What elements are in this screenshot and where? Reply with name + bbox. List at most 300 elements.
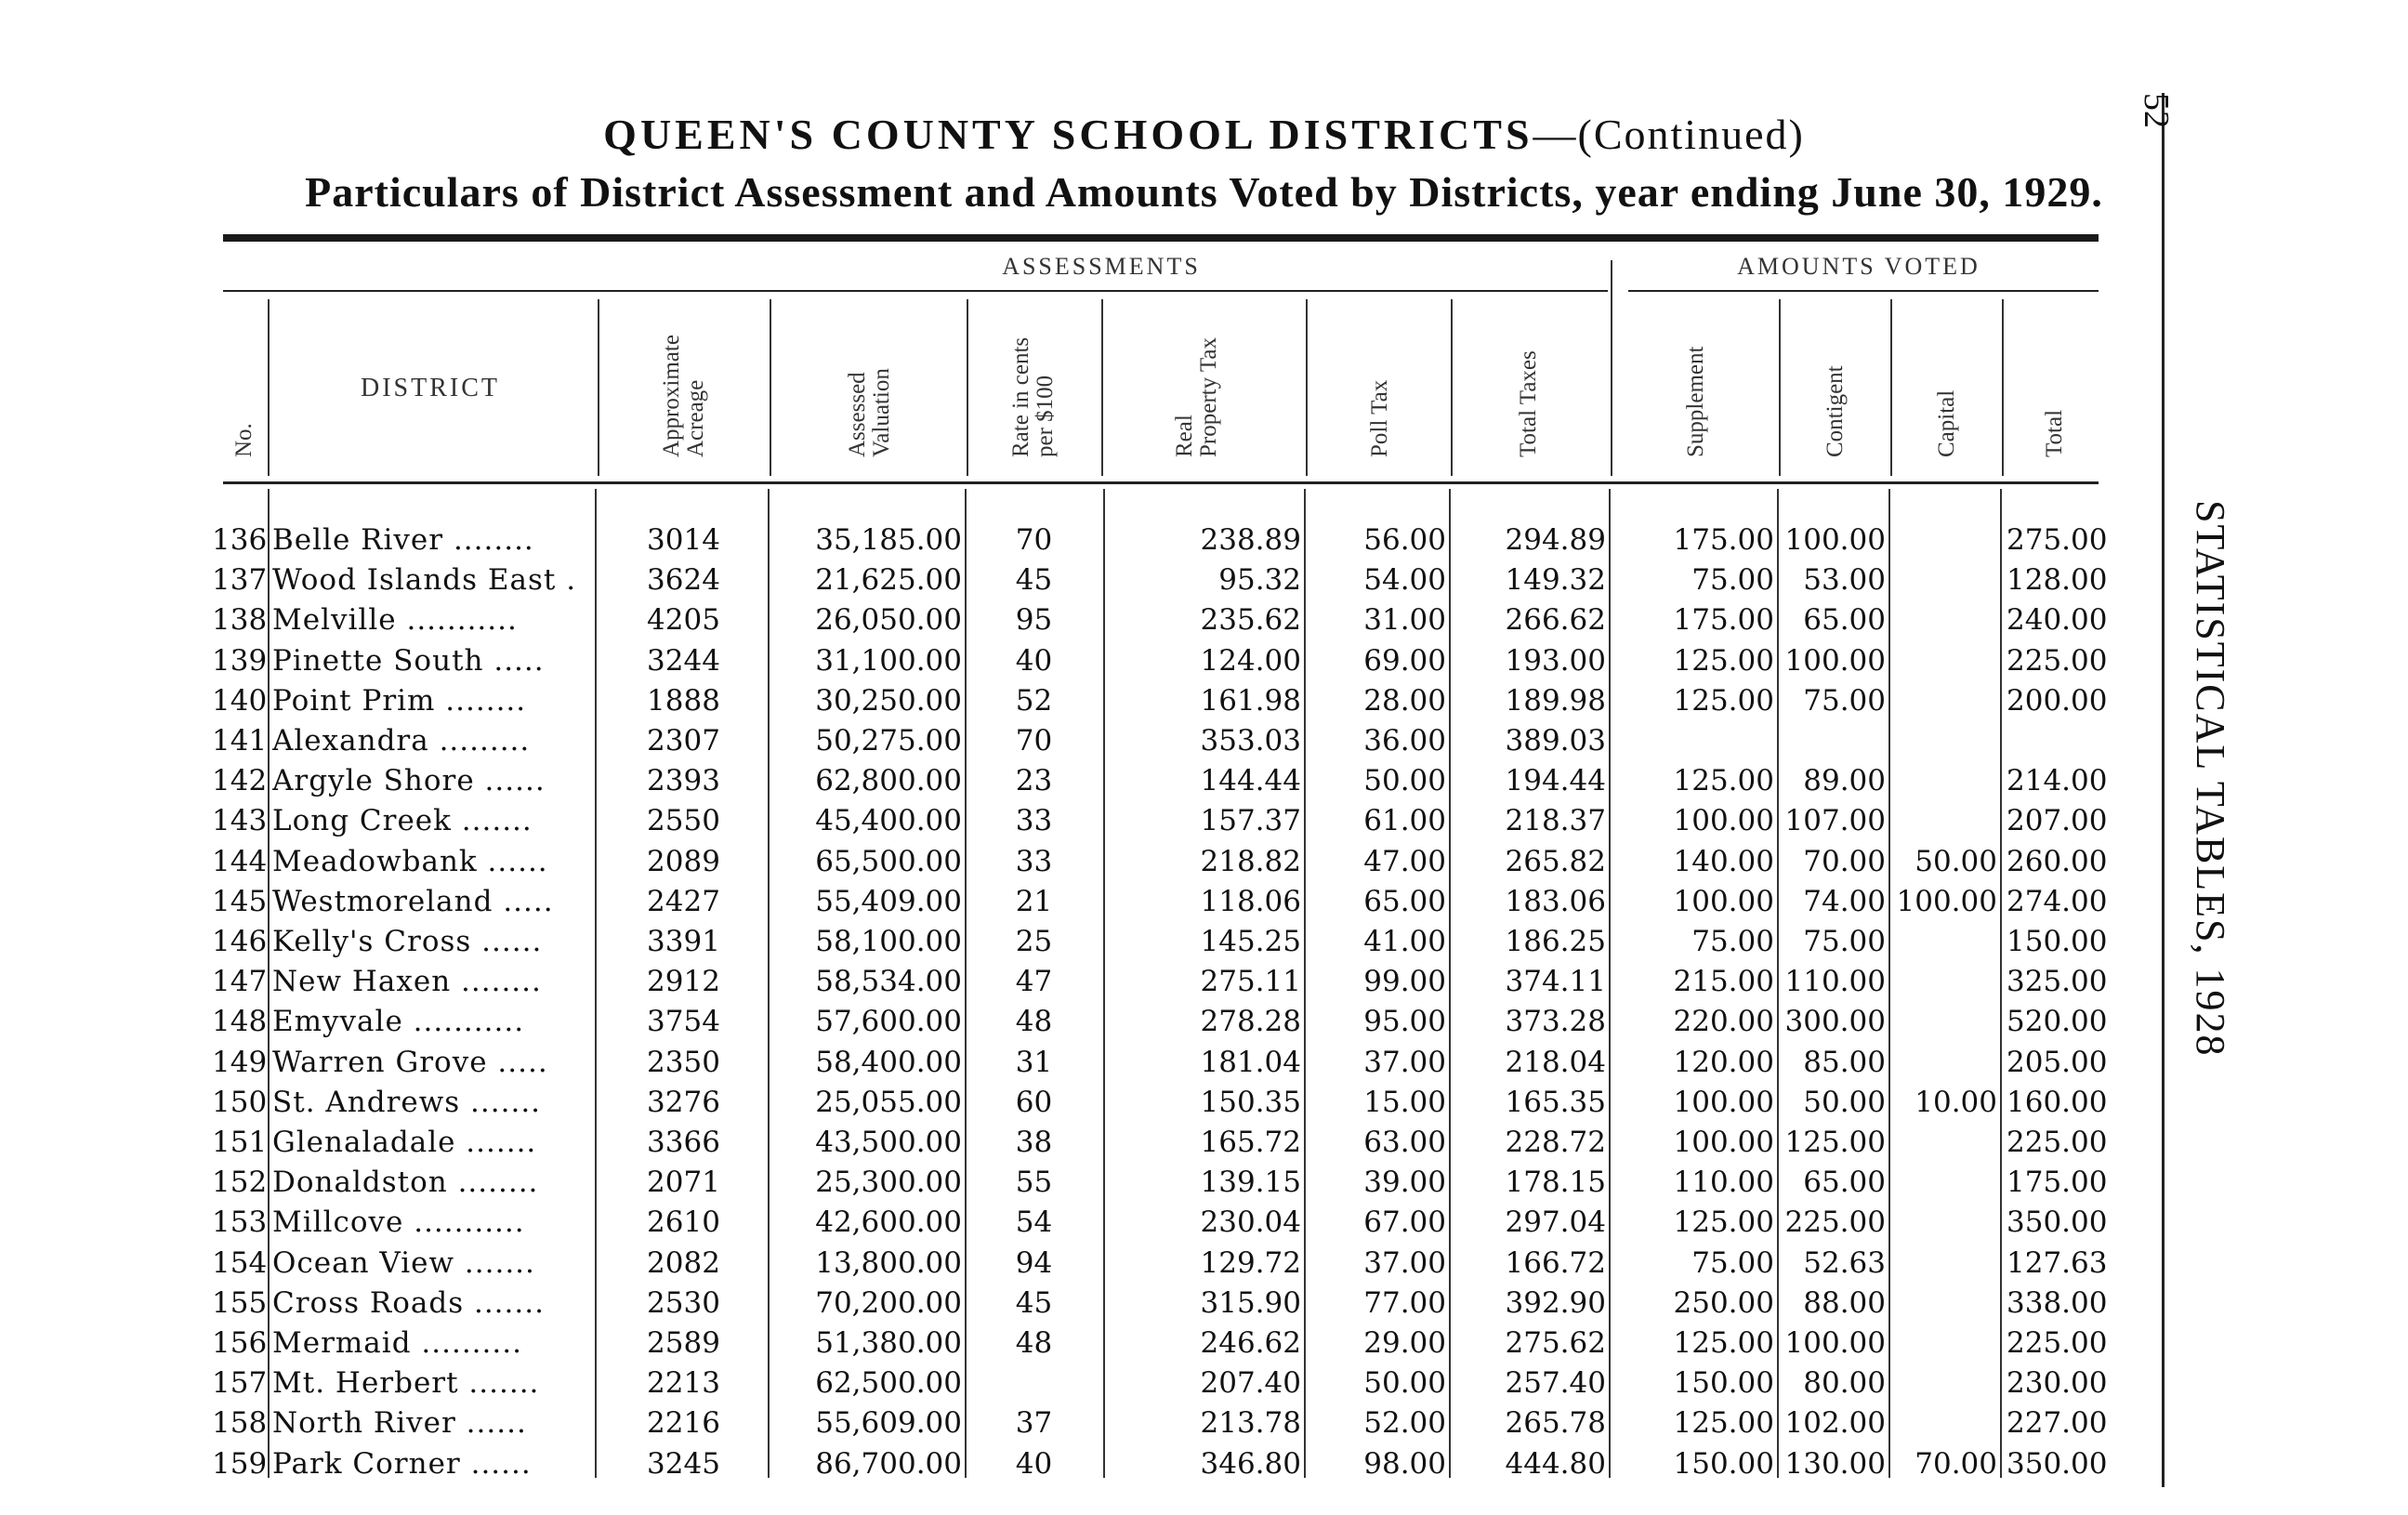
cell-valuation: 55,409.00 xyxy=(815,884,962,918)
cell-total-taxes: 373.28 xyxy=(1505,1005,1606,1039)
title-suffix: —(Continued) xyxy=(1533,111,1805,158)
col-divider xyxy=(770,299,771,476)
amounts-voted-group-header: AMOUNTS VOTED xyxy=(1737,253,1980,280)
cell-real-tax: 246.62 xyxy=(1200,1326,1301,1360)
cell-valuation: 86,700.00 xyxy=(815,1446,962,1481)
table-row xyxy=(0,1163,2408,1203)
cell-real-tax: 129.72 xyxy=(1200,1245,1301,1280)
cell-acreage: 2393 xyxy=(647,764,720,798)
table-row xyxy=(0,1324,2408,1364)
cell-acreage: 2912 xyxy=(647,965,720,999)
cell-acreage: 3366 xyxy=(647,1126,720,1159)
cell-contigent: 74.00 xyxy=(1803,884,1886,918)
cell-total: 200.00 xyxy=(2007,683,2108,718)
cell-acreage: 2589 xyxy=(647,1326,720,1360)
cell-contigent: 65.00 xyxy=(1803,603,1886,638)
col-header-valuation: Assessed Valuation xyxy=(845,368,894,457)
cell-total: 520.00 xyxy=(2007,1005,2108,1039)
cell-real-tax: 235.62 xyxy=(1200,603,1301,638)
cell-supplement: 125.00 xyxy=(1673,1406,1774,1441)
table-row xyxy=(0,842,2408,882)
cell-total: 350.00 xyxy=(2007,1205,2108,1240)
cell-supplement: 215.00 xyxy=(1673,965,1774,999)
cell-district: Cross Roads ....... xyxy=(272,1285,545,1320)
cell-real-tax: 213.78 xyxy=(1200,1406,1301,1441)
cell-no: 154 xyxy=(212,1245,268,1280)
assessments-group-header: ASSESSMENTS xyxy=(1002,253,1201,280)
cell-contigent: 89.00 xyxy=(1803,764,1886,798)
cell-district: St. Andrews ....... xyxy=(272,1085,542,1119)
cell-total-taxes: 183.06 xyxy=(1505,884,1606,918)
cell-total: 160.00 xyxy=(2007,1085,2108,1119)
cell-supplement: 100.00 xyxy=(1673,884,1774,918)
cell-district: Westmoreland ..... xyxy=(272,884,554,918)
cell-valuation: 21,625.00 xyxy=(815,563,962,598)
page-title xyxy=(0,110,2408,159)
cell-no: 153 xyxy=(212,1205,268,1240)
cell-real-tax: 145.25 xyxy=(1200,925,1301,958)
cell-real-tax: 238.89 xyxy=(1200,523,1301,557)
cell-acreage: 3624 xyxy=(647,563,720,598)
cell-rate: 47 xyxy=(1015,965,1053,999)
cell-contigent: 52.63 xyxy=(1803,1245,1886,1280)
table-row xyxy=(0,801,2408,841)
cell-contigent: 300.00 xyxy=(1784,1005,1886,1039)
col-divider xyxy=(1101,299,1103,476)
cell-contigent: 100.00 xyxy=(1784,1326,1886,1360)
cell-acreage: 3754 xyxy=(647,1005,720,1039)
cell-poll-tax: 56.00 xyxy=(1363,523,1446,557)
cell-valuation: 65,500.00 xyxy=(815,844,962,878)
cell-poll-tax: 28.00 xyxy=(1363,683,1446,718)
cell-acreage: 2071 xyxy=(647,1166,720,1200)
cell-no: 144 xyxy=(212,844,268,878)
cell-total: 205.00 xyxy=(2007,1045,2108,1079)
cell-acreage: 2427 xyxy=(647,884,720,918)
header-bottom-rule xyxy=(223,481,2099,484)
cell-total-taxes: 266.62 xyxy=(1505,603,1606,638)
table-row xyxy=(0,721,2408,761)
cell-rate: 94 xyxy=(1015,1245,1053,1280)
cell-district: North River ...... xyxy=(272,1406,527,1441)
table-row xyxy=(0,1002,2408,1042)
cell-contigent: 130.00 xyxy=(1784,1446,1886,1481)
cell-rate: 25 xyxy=(1015,925,1053,958)
cell-valuation: 26,050.00 xyxy=(815,603,962,638)
cell-contigent: 65.00 xyxy=(1803,1166,1886,1200)
cell-total-taxes: 218.37 xyxy=(1505,804,1606,838)
col-header-no: No. xyxy=(231,423,257,457)
cell-real-tax: 353.03 xyxy=(1200,724,1301,758)
cell-total: 128.00 xyxy=(2007,563,2108,598)
cell-total: 240.00 xyxy=(2007,603,2108,638)
cell-district: Melville ........... xyxy=(272,603,518,638)
cell-contigent: 110.00 xyxy=(1784,965,1886,999)
cell-no: 145 xyxy=(212,884,268,918)
cell-district: Mt. Herbert ....... xyxy=(272,1366,540,1401)
col-header-district: DISTRICT xyxy=(361,374,500,402)
cell-district: Mermaid .......... xyxy=(272,1326,522,1360)
cell-poll-tax: 65.00 xyxy=(1363,884,1446,918)
cell-capital: 100.00 xyxy=(1896,884,1997,918)
cell-valuation: 55,609.00 xyxy=(815,1406,962,1441)
cell-total: 275.00 xyxy=(2007,523,2108,557)
cell-contigent: 85.00 xyxy=(1803,1045,1886,1079)
cell-acreage: 2610 xyxy=(647,1205,720,1240)
cell-poll-tax: 36.00 xyxy=(1363,724,1446,758)
cell-contigent: 75.00 xyxy=(1803,925,1886,958)
cell-valuation: 62,800.00 xyxy=(815,764,962,798)
cell-district: Meadowbank ...... xyxy=(272,844,548,878)
assessments-group-rule xyxy=(223,290,1608,292)
col-header-total-taxes: Total Taxes xyxy=(1516,350,1541,457)
cell-no: 157 xyxy=(212,1366,268,1401)
cell-real-tax: 139.15 xyxy=(1200,1166,1301,1200)
cell-valuation: 51,380.00 xyxy=(815,1326,962,1360)
cell-contigent: 125.00 xyxy=(1784,1126,1886,1159)
cell-supplement: 150.00 xyxy=(1673,1446,1774,1481)
cell-district: Argyle Shore ...... xyxy=(272,764,546,798)
cell-valuation: 25,055.00 xyxy=(815,1085,962,1119)
cell-contigent: 50.00 xyxy=(1803,1085,1886,1119)
cell-acreage: 4205 xyxy=(647,603,720,638)
table-row xyxy=(0,641,2408,681)
cell-valuation: 35,185.00 xyxy=(815,523,962,557)
cell-supplement: 120.00 xyxy=(1673,1045,1774,1079)
cell-capital: 50.00 xyxy=(1915,844,1997,878)
cell-real-tax: 144.44 xyxy=(1200,764,1301,798)
cell-poll-tax: 98.00 xyxy=(1363,1446,1446,1481)
col-header-acreage: Approximate Acreage xyxy=(659,335,708,457)
cell-district: Long Creek ....... xyxy=(272,804,533,838)
cell-district: Wood Islands East . xyxy=(272,563,577,598)
cell-poll-tax: 31.00 xyxy=(1363,603,1446,638)
cell-contigent: 107.00 xyxy=(1784,804,1886,838)
col-divider xyxy=(1451,299,1453,476)
cell-district: Warren Grove ..... xyxy=(272,1045,548,1079)
table-row xyxy=(0,1364,2408,1403)
page-subtitle: Particulars of District Assessment and Amounts Voted by Districts, year ending June 30, 1929. xyxy=(305,168,2103,216)
cell-total-taxes: 265.82 xyxy=(1505,844,1606,878)
cell-valuation: 25,300.00 xyxy=(815,1166,962,1200)
col-header-real-tax: Real Property Tax xyxy=(1172,336,1221,457)
cell-total-taxes: 178.15 xyxy=(1505,1166,1606,1200)
margin-rule xyxy=(2162,93,2165,1487)
cell-district: Donaldston ........ xyxy=(272,1166,539,1200)
cell-rate: 33 xyxy=(1015,804,1053,838)
cell-total-taxes: 297.04 xyxy=(1505,1205,1606,1240)
running-title: STATISTICAL TABLES, 1928 xyxy=(2188,500,2233,1058)
cell-no: 149 xyxy=(212,1045,268,1079)
cell-supplement: 175.00 xyxy=(1673,603,1774,638)
cell-poll-tax: 99.00 xyxy=(1363,965,1446,999)
cell-real-tax: 150.35 xyxy=(1200,1085,1301,1119)
cell-valuation: 58,534.00 xyxy=(815,965,962,999)
cell-rate: 60 xyxy=(1015,1085,1053,1119)
cell-acreage: 1888 xyxy=(647,683,720,718)
cell-no: 137 xyxy=(212,563,268,598)
cell-valuation: 62,500.00 xyxy=(815,1366,962,1401)
col-header-total: Total xyxy=(2042,409,2067,457)
cell-valuation: 13,800.00 xyxy=(815,1245,962,1280)
cell-rate: 70 xyxy=(1015,724,1053,758)
cell-contigent: 70.00 xyxy=(1803,844,1886,878)
cell-acreage: 2082 xyxy=(647,1245,720,1280)
cell-valuation: 57,600.00 xyxy=(815,1005,962,1039)
table-row xyxy=(0,600,2408,640)
cell-total: 127.63 xyxy=(2007,1245,2108,1280)
cell-total-taxes: 189.98 xyxy=(1505,683,1606,718)
cell-contigent: 100.00 xyxy=(1784,643,1886,678)
cell-real-tax: 346.80 xyxy=(1200,1446,1301,1481)
cell-supplement: 125.00 xyxy=(1673,643,1774,678)
cell-acreage: 3391 xyxy=(647,925,720,958)
cell-supplement: 75.00 xyxy=(1691,1245,1774,1280)
cell-supplement: 100.00 xyxy=(1673,1085,1774,1119)
table-row xyxy=(0,1043,2408,1083)
col-divider xyxy=(268,299,270,476)
cell-supplement: 75.00 xyxy=(1691,563,1774,598)
cell-district: New Haxen ........ xyxy=(272,965,542,999)
cell-district: Point Prim ........ xyxy=(272,683,527,718)
cell-poll-tax: 37.00 xyxy=(1363,1045,1446,1079)
cell-total-taxes: 218.04 xyxy=(1505,1045,1606,1079)
cell-real-tax: 278.28 xyxy=(1200,1005,1301,1039)
cell-acreage: 2089 xyxy=(647,844,720,878)
cell-poll-tax: 54.00 xyxy=(1363,563,1446,598)
cell-real-tax: 124.00 xyxy=(1200,643,1301,678)
cell-total-taxes: 265.78 xyxy=(1505,1406,1606,1441)
cell-poll-tax: 67.00 xyxy=(1363,1205,1446,1240)
cell-rate: 21 xyxy=(1015,884,1053,918)
cell-rate: 48 xyxy=(1015,1005,1053,1039)
cell-rate: 95 xyxy=(1015,603,1053,638)
cell-rate: 40 xyxy=(1015,1446,1053,1481)
cell-rate: 45 xyxy=(1015,1285,1053,1320)
cell-valuation: 58,100.00 xyxy=(815,925,962,958)
cell-total: 214.00 xyxy=(2007,764,2108,798)
cell-no: 151 xyxy=(212,1126,268,1159)
table-row xyxy=(0,1203,2408,1243)
amounts-group-rule xyxy=(1628,290,2099,292)
col-divider xyxy=(598,299,599,476)
cell-supplement: 220.00 xyxy=(1673,1005,1774,1039)
cell-real-tax: 207.40 xyxy=(1200,1366,1301,1401)
table-row xyxy=(0,1244,2408,1284)
cell-district: Park Corner ...... xyxy=(272,1446,532,1481)
cell-no: 142 xyxy=(212,764,268,798)
cell-acreage: 2216 xyxy=(647,1406,720,1441)
cell-rate: 38 xyxy=(1015,1126,1053,1159)
cell-rate: 54 xyxy=(1015,1205,1053,1240)
cell-valuation: 30,250.00 xyxy=(815,683,962,718)
table-row xyxy=(0,882,2408,922)
cell-total: 227.00 xyxy=(2007,1406,2108,1441)
table-row xyxy=(0,681,2408,721)
cell-poll-tax: 15.00 xyxy=(1363,1085,1446,1119)
cell-total-taxes: 374.11 xyxy=(1505,965,1606,999)
cell-total: 207.00 xyxy=(2007,804,2108,838)
cell-poll-tax: 41.00 xyxy=(1363,925,1446,958)
cell-total-taxes: 294.89 xyxy=(1505,523,1606,557)
col-header-supplement: Supplement xyxy=(1683,346,1708,457)
cell-no: 141 xyxy=(212,724,268,758)
cell-real-tax: 275.11 xyxy=(1200,965,1301,999)
cell-total: 274.00 xyxy=(2007,884,2108,918)
cell-district: Ocean View ....... xyxy=(272,1245,535,1280)
table-row xyxy=(0,520,2408,560)
cell-poll-tax: 47.00 xyxy=(1363,844,1446,878)
cell-no: 136 xyxy=(212,523,268,557)
cell-district: Pinette South ..... xyxy=(272,643,545,678)
cell-supplement: 110.00 xyxy=(1673,1166,1774,1200)
cell-supplement: 100.00 xyxy=(1673,1126,1774,1159)
cell-poll-tax: 50.00 xyxy=(1363,764,1446,798)
cell-total: 225.00 xyxy=(2007,1326,2108,1360)
cell-supplement: 250.00 xyxy=(1673,1285,1774,1320)
cell-total-taxes: 186.25 xyxy=(1505,925,1606,958)
cell-total: 350.00 xyxy=(2007,1446,2108,1481)
cell-poll-tax: 95.00 xyxy=(1363,1005,1446,1039)
cell-poll-tax: 37.00 xyxy=(1363,1245,1446,1280)
table-row xyxy=(0,1123,2408,1163)
cell-real-tax: 315.90 xyxy=(1200,1285,1301,1320)
cell-total-taxes: 194.44 xyxy=(1505,764,1606,798)
cell-contigent: 225.00 xyxy=(1784,1205,1886,1240)
cell-total: 150.00 xyxy=(2007,925,2108,958)
cell-supplement: 75.00 xyxy=(1691,925,1774,958)
cell-poll-tax: 50.00 xyxy=(1363,1366,1446,1401)
table-row xyxy=(0,1444,2408,1484)
cell-rate: 40 xyxy=(1015,643,1053,678)
cell-no: 152 xyxy=(212,1166,268,1200)
cell-rate: 48 xyxy=(1015,1326,1053,1360)
cell-valuation: 70,200.00 xyxy=(815,1285,962,1320)
cell-poll-tax: 39.00 xyxy=(1363,1166,1446,1200)
cell-acreage: 3014 xyxy=(647,523,720,557)
cell-real-tax: 157.37 xyxy=(1200,804,1301,838)
cell-acreage: 2350 xyxy=(647,1045,720,1079)
cell-acreage: 2550 xyxy=(647,804,720,838)
col-divider xyxy=(1306,299,1308,476)
cell-no: 150 xyxy=(212,1085,268,1119)
cell-valuation: 58,400.00 xyxy=(815,1045,962,1079)
title-main: QUEEN'S COUNTY SCHOOL DISTRICTS xyxy=(603,111,1533,158)
cell-real-tax: 165.72 xyxy=(1200,1126,1301,1159)
cell-acreage: 3245 xyxy=(647,1446,720,1481)
cell-poll-tax: 29.00 xyxy=(1363,1326,1446,1360)
cell-rate: 31 xyxy=(1015,1045,1053,1079)
cell-no: 138 xyxy=(212,603,268,638)
cell-rate: 52 xyxy=(1015,683,1053,718)
cell-real-tax: 218.82 xyxy=(1200,844,1301,878)
cell-total-taxes: 257.40 xyxy=(1505,1366,1606,1401)
cell-no: 158 xyxy=(212,1406,268,1441)
cell-rate: 45 xyxy=(1015,563,1053,598)
cell-rate: 33 xyxy=(1015,844,1053,878)
cell-poll-tax: 61.00 xyxy=(1363,804,1446,838)
cell-supplement: 140.00 xyxy=(1673,844,1774,878)
cell-contigent: 102.00 xyxy=(1784,1406,1886,1441)
cell-valuation: 43,500.00 xyxy=(815,1126,962,1159)
cell-valuation: 45,400.00 xyxy=(815,804,962,838)
cell-supplement: 100.00 xyxy=(1673,804,1774,838)
cell-total: 225.00 xyxy=(2007,643,2108,678)
cell-contigent: 80.00 xyxy=(1803,1366,1886,1401)
table-row xyxy=(0,761,2408,801)
cell-capital: 10.00 xyxy=(1915,1085,1997,1119)
cell-acreage: 2213 xyxy=(647,1366,720,1401)
cell-capital: 70.00 xyxy=(1915,1446,1997,1481)
cell-total: 325.00 xyxy=(2007,965,2108,999)
cell-supplement: 125.00 xyxy=(1673,764,1774,798)
col-divider xyxy=(967,299,968,476)
cell-real-tax: 181.04 xyxy=(1200,1045,1301,1079)
table-row xyxy=(0,560,2408,600)
cell-supplement: 175.00 xyxy=(1673,523,1774,557)
cell-no: 146 xyxy=(212,925,268,958)
cell-acreage: 3244 xyxy=(647,643,720,678)
cell-total: 175.00 xyxy=(2007,1166,2108,1200)
col-header-rate: Rate in cents per $100 xyxy=(1008,336,1058,457)
col-divider xyxy=(1611,260,1612,476)
cell-rate: 23 xyxy=(1015,764,1053,798)
cell-district: Millcove ........... xyxy=(272,1205,525,1240)
cell-supplement: 150.00 xyxy=(1673,1366,1774,1401)
table-row xyxy=(0,962,2408,1002)
cell-total: 338.00 xyxy=(2007,1285,2108,1320)
cell-total-taxes: 149.32 xyxy=(1505,563,1606,598)
col-divider xyxy=(2002,299,2004,476)
cell-valuation: 42,600.00 xyxy=(815,1205,962,1240)
col-header-poll-tax: Poll Tax xyxy=(1367,379,1392,457)
cell-district: Glenaladale ....... xyxy=(272,1126,537,1159)
cell-poll-tax: 77.00 xyxy=(1363,1285,1446,1320)
cell-no: 159 xyxy=(212,1446,268,1481)
cell-total: 225.00 xyxy=(2007,1126,2108,1159)
col-header-contigent: Contigent xyxy=(1822,365,1848,457)
cell-no: 139 xyxy=(212,643,268,678)
col-header-capital: Capital xyxy=(1934,389,1959,457)
cell-total-taxes: 193.00 xyxy=(1505,643,1606,678)
col-divider xyxy=(1890,299,1892,476)
table-row xyxy=(0,922,2408,962)
cell-poll-tax: 63.00 xyxy=(1363,1126,1446,1159)
cell-poll-tax: 52.00 xyxy=(1363,1406,1446,1441)
cell-total-taxes: 228.72 xyxy=(1505,1126,1606,1159)
cell-poll-tax: 69.00 xyxy=(1363,643,1446,678)
cell-total-taxes: 165.35 xyxy=(1505,1085,1606,1119)
page-number: 52 xyxy=(2137,93,2176,128)
cell-district: Alexandra ......... xyxy=(272,724,531,758)
cell-real-tax: 230.04 xyxy=(1200,1205,1301,1240)
cell-real-tax: 95.32 xyxy=(1218,563,1301,598)
cell-no: 143 xyxy=(212,804,268,838)
cell-no: 147 xyxy=(212,965,268,999)
cell-total-taxes: 166.72 xyxy=(1505,1245,1606,1280)
cell-contigent: 53.00 xyxy=(1803,563,1886,598)
header-thick-rule xyxy=(223,234,2099,242)
cell-no: 155 xyxy=(212,1285,268,1320)
cell-supplement: 125.00 xyxy=(1673,1205,1774,1240)
cell-real-tax: 118.06 xyxy=(1200,884,1301,918)
cell-acreage: 2530 xyxy=(647,1285,720,1320)
cell-contigent: 75.00 xyxy=(1803,683,1886,718)
cell-real-tax: 161.98 xyxy=(1200,683,1301,718)
col-divider xyxy=(1779,299,1781,476)
cell-acreage: 3276 xyxy=(647,1085,720,1119)
cell-rate: 55 xyxy=(1015,1166,1053,1200)
